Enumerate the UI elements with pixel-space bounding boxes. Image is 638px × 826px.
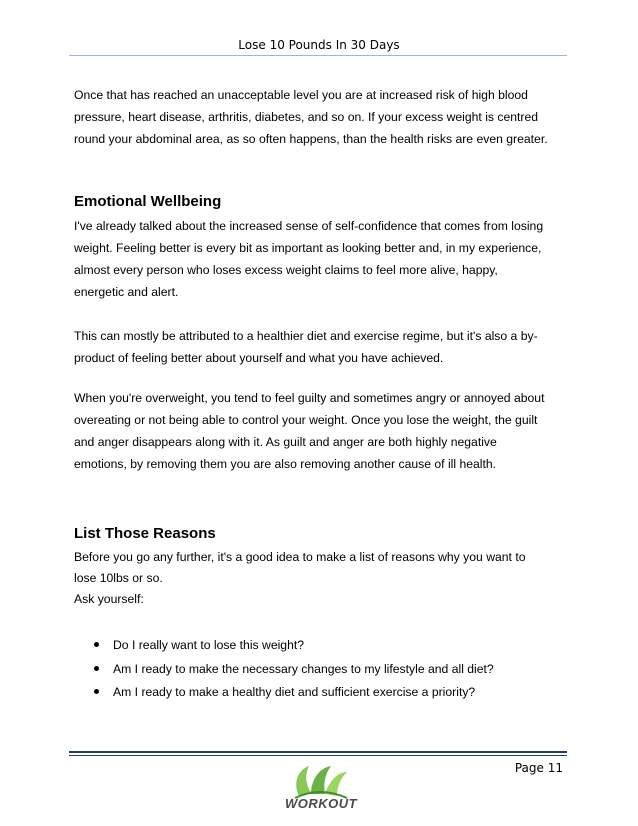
footer-divider-thin [69, 755, 567, 756]
text-line: almost every person who loses excess weight claims to feel more alive, happy, [74, 263, 498, 277]
reasons-intro-paragraph [74, 547, 574, 610]
list-item [93, 658, 494, 682]
intro-paragraph [74, 84, 574, 150]
text-line: and anger disappears along with it. As guilt and anger are both highly negative [74, 435, 497, 449]
reasons-bullet-list [93, 634, 494, 705]
text-line: lose 10lbs or so. [74, 571, 163, 585]
list-item-text: Am I ready to make the necessary changes to my lifestyle and all diet? [113, 661, 494, 676]
text-line: This can mostly be attributed to a healthier diet and exercise regime, but it's also a by- [74, 329, 538, 343]
text-line: round your abdominal area, as so often happens, than the health risks are even greater. [74, 132, 548, 146]
bullet-icon [94, 642, 99, 647]
footer-divider [69, 751, 567, 753]
text-line: emotions, by removing them you are also removing another cause of ill health. [74, 457, 497, 471]
text-line: Ask yourself: [74, 592, 144, 606]
emotional-paragraph-3 [74, 387, 574, 475]
text-line: product of feeling better about yourself and what you have achieved. [74, 351, 444, 365]
section-heading-list-those-reasons: List Those Reasons [74, 525, 216, 542]
list-item-text: Am I ready to make a healthy diet and sufficient exercise a priority? [113, 685, 476, 699]
workout-logo [285, 760, 358, 822]
text-line: overeating or not being able to control your weight. Once you lose the weight, the guilt [74, 413, 538, 427]
text-line: Before you go any further, it's a good idea to make a list of reasons why you want to [74, 550, 526, 564]
page-header-title: Lose 10 Pounds In 30 Days [238, 38, 400, 52]
header-divider [69, 55, 567, 56]
text-line: Once that has reached an unacceptable level you are at increased risk of high blood [74, 88, 528, 102]
emotional-paragraph-1 [74, 215, 574, 303]
bullet-icon [94, 666, 99, 671]
list-item [93, 634, 494, 658]
text-line: I've already talked about the increased sense of self-confidence that comes from losing [74, 219, 544, 233]
text-line: energetic and alert. [74, 285, 179, 299]
emotional-paragraph-2 [74, 325, 574, 369]
page-number: Page 11 [514, 761, 563, 775]
text-line: pressure, heart disease, arthritis, diabetes, and so on. If your excess weight is centred [74, 110, 539, 124]
text-line: weight. Feeling better is every bit as important as looking better and, in my experience, [74, 241, 542, 255]
bullet-icon [94, 689, 99, 694]
leaf-swirl-icon [285, 760, 355, 800]
logo-wordmark: WORKOUT [285, 796, 358, 811]
list-item-text: Do I really want to lose this weight? [113, 638, 305, 652]
section-heading-emotional-wellbeing: Emotional Wellbeing [74, 193, 222, 210]
text-line: When you're overweight, you tend to feel guilty and sometimes angry or annoyed about [74, 391, 545, 405]
list-item [93, 681, 494, 705]
